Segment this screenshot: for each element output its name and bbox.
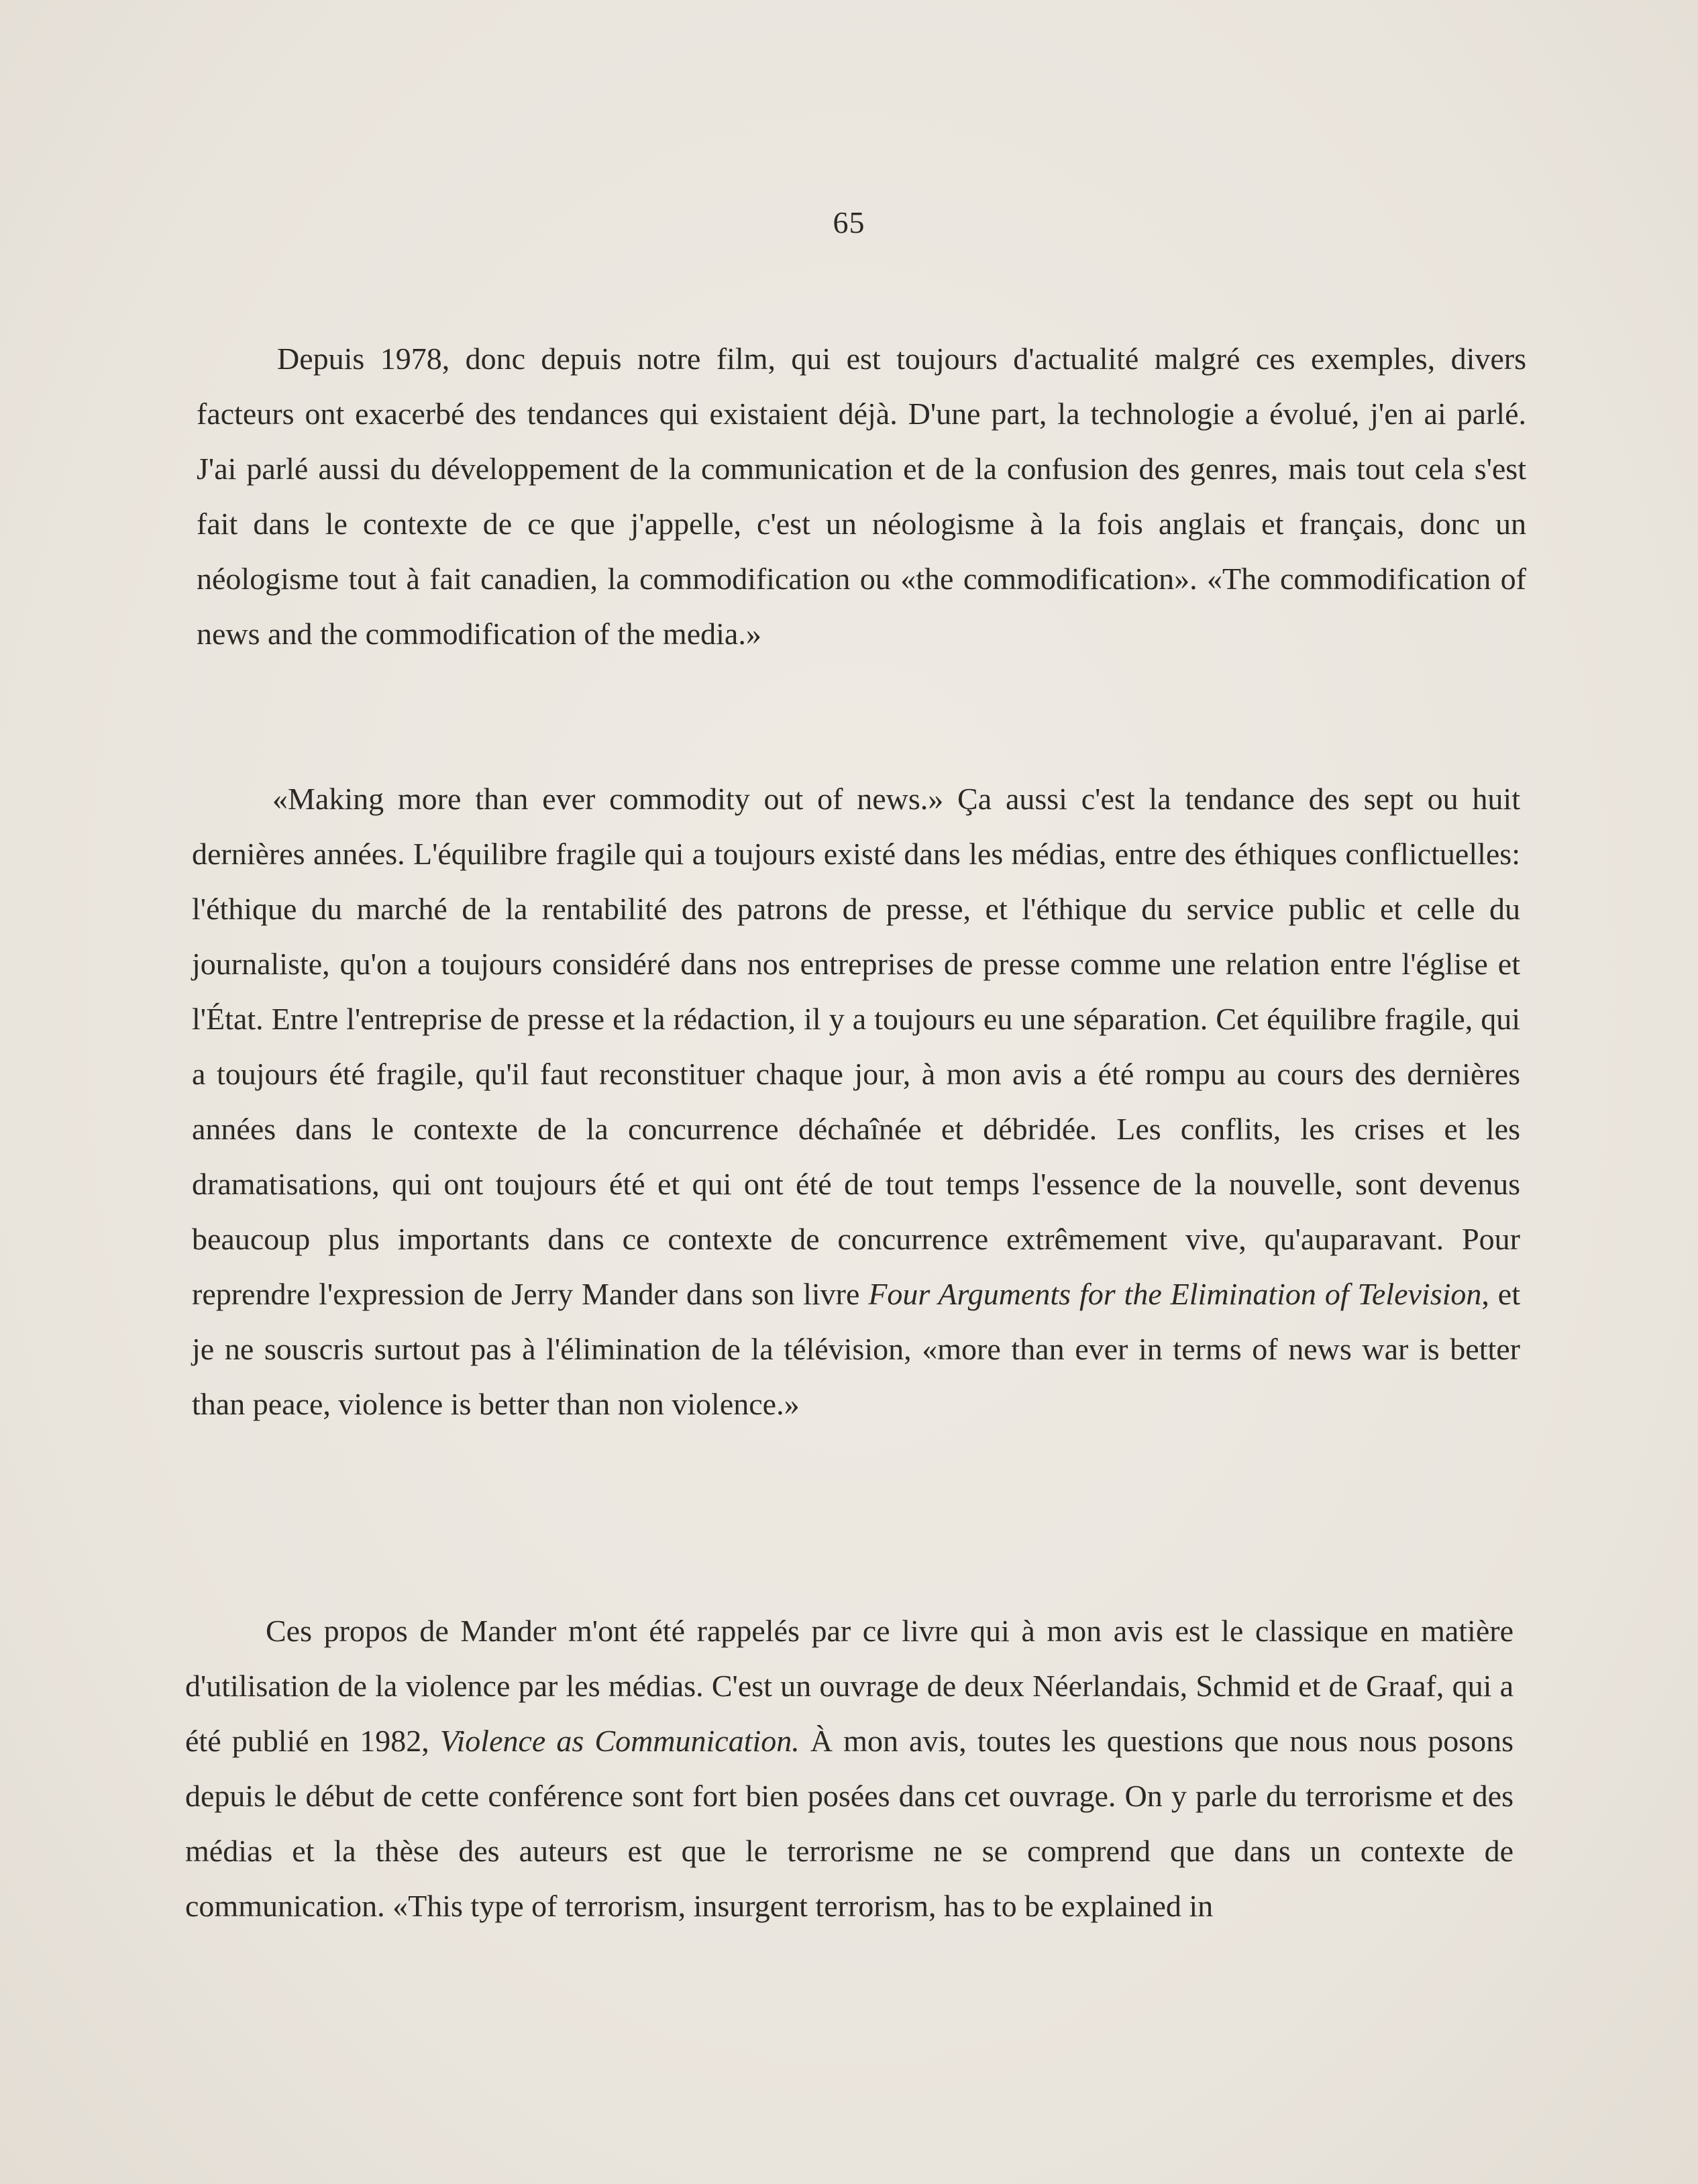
paragraph-1: Depuis 1978, donc depuis notre film, qui est toujours d'actualité malgré ces exemples, divers facteurs ont exacerbé des tendances qui existaient déjà. D'une part, la technologie a évolué, j'en ai parlé. J'ai parlé aussi du développement de la communication et de la confusion des genres, mais tout cela s'est fait dans le contexte de ce que j'appelle, c'est un néologisme à la fois anglais et français, donc un néologisme tout à fait canadien, la commodification ou «the commodification». «The commodification of news and the commodification of the media.» <box>197 342 1526 651</box>
paragraph-3-text-start: Ces propos de Mander m'ont été rappelés par ce livre qui à mon avis est le classique en matière d'utilisation de la violence par les médias. C'est un ouvrage de deux Néerlandais, Schmid et de Graaf, qui a été publié en 1982, <box>185 1614 1514 1758</box>
paragraph-2 <box>192 772 1520 1432</box>
book-title-violence-as-communication: Violence as Communication. <box>439 1724 800 1758</box>
paragraph-2-text-start: «Making more than ever commodity out of news.» Ça aussi c'est la tendance des sept ou huit dernières années. L'équilibre fragile qui a toujours existé dans les médias, entre des éthiques conflictuelles: l'éthique du marché de la rentabilité des patrons de presse, et l'éthique du service public et celle du journaliste, qu'on a toujours considéré dans nos entreprises de presse comme une relation entre l'église et l'État. Entre l'entreprise de presse et la rédaction, il y a toujours eu une séparation. Cet équilibre fragile, qui a toujours été fragile, qu'il faut reconstituer chaque jour, à mon avis a été rompu au cours des dernières années dans le contexte de la concurrence déchaînée et débridée. Les conflits, les crises et les dramatisations, qui ont toujours été et qui ont été de tout temps l'essence de la nouvelle, sont devenus beaucoup plus importants dans ce contexte de concurrence extrêmement vive, qu'auparavant. Pour reprendre l'expression de Jerry Mander dans son livre <box>192 782 1520 1311</box>
paragraph-3-text-end: À mon avis, toutes les questions que nous nous posons depuis le début de cette conférence sont fort bien posées dans cet ouvrage. On y parle du terrorisme et des médias et la thèse des auteurs est que le terrorisme ne se comprend que dans un contexte de communication. «This type of terrorism, insurgent terrorism, has to be explained in <box>185 1724 1514 1923</box>
book-title-four-arguments: Four Arguments for the Elimination of Television <box>868 1277 1482 1311</box>
page-number: 65 <box>833 205 865 240</box>
paragraph-2-text-end: , et je ne souscris surtout pas à l'élimination de la télévision, «more than ever in terms of news war is better than peace, violence is better than non violence.» <box>192 1277 1520 1421</box>
paragraph-3 <box>185 1604 1514 1934</box>
